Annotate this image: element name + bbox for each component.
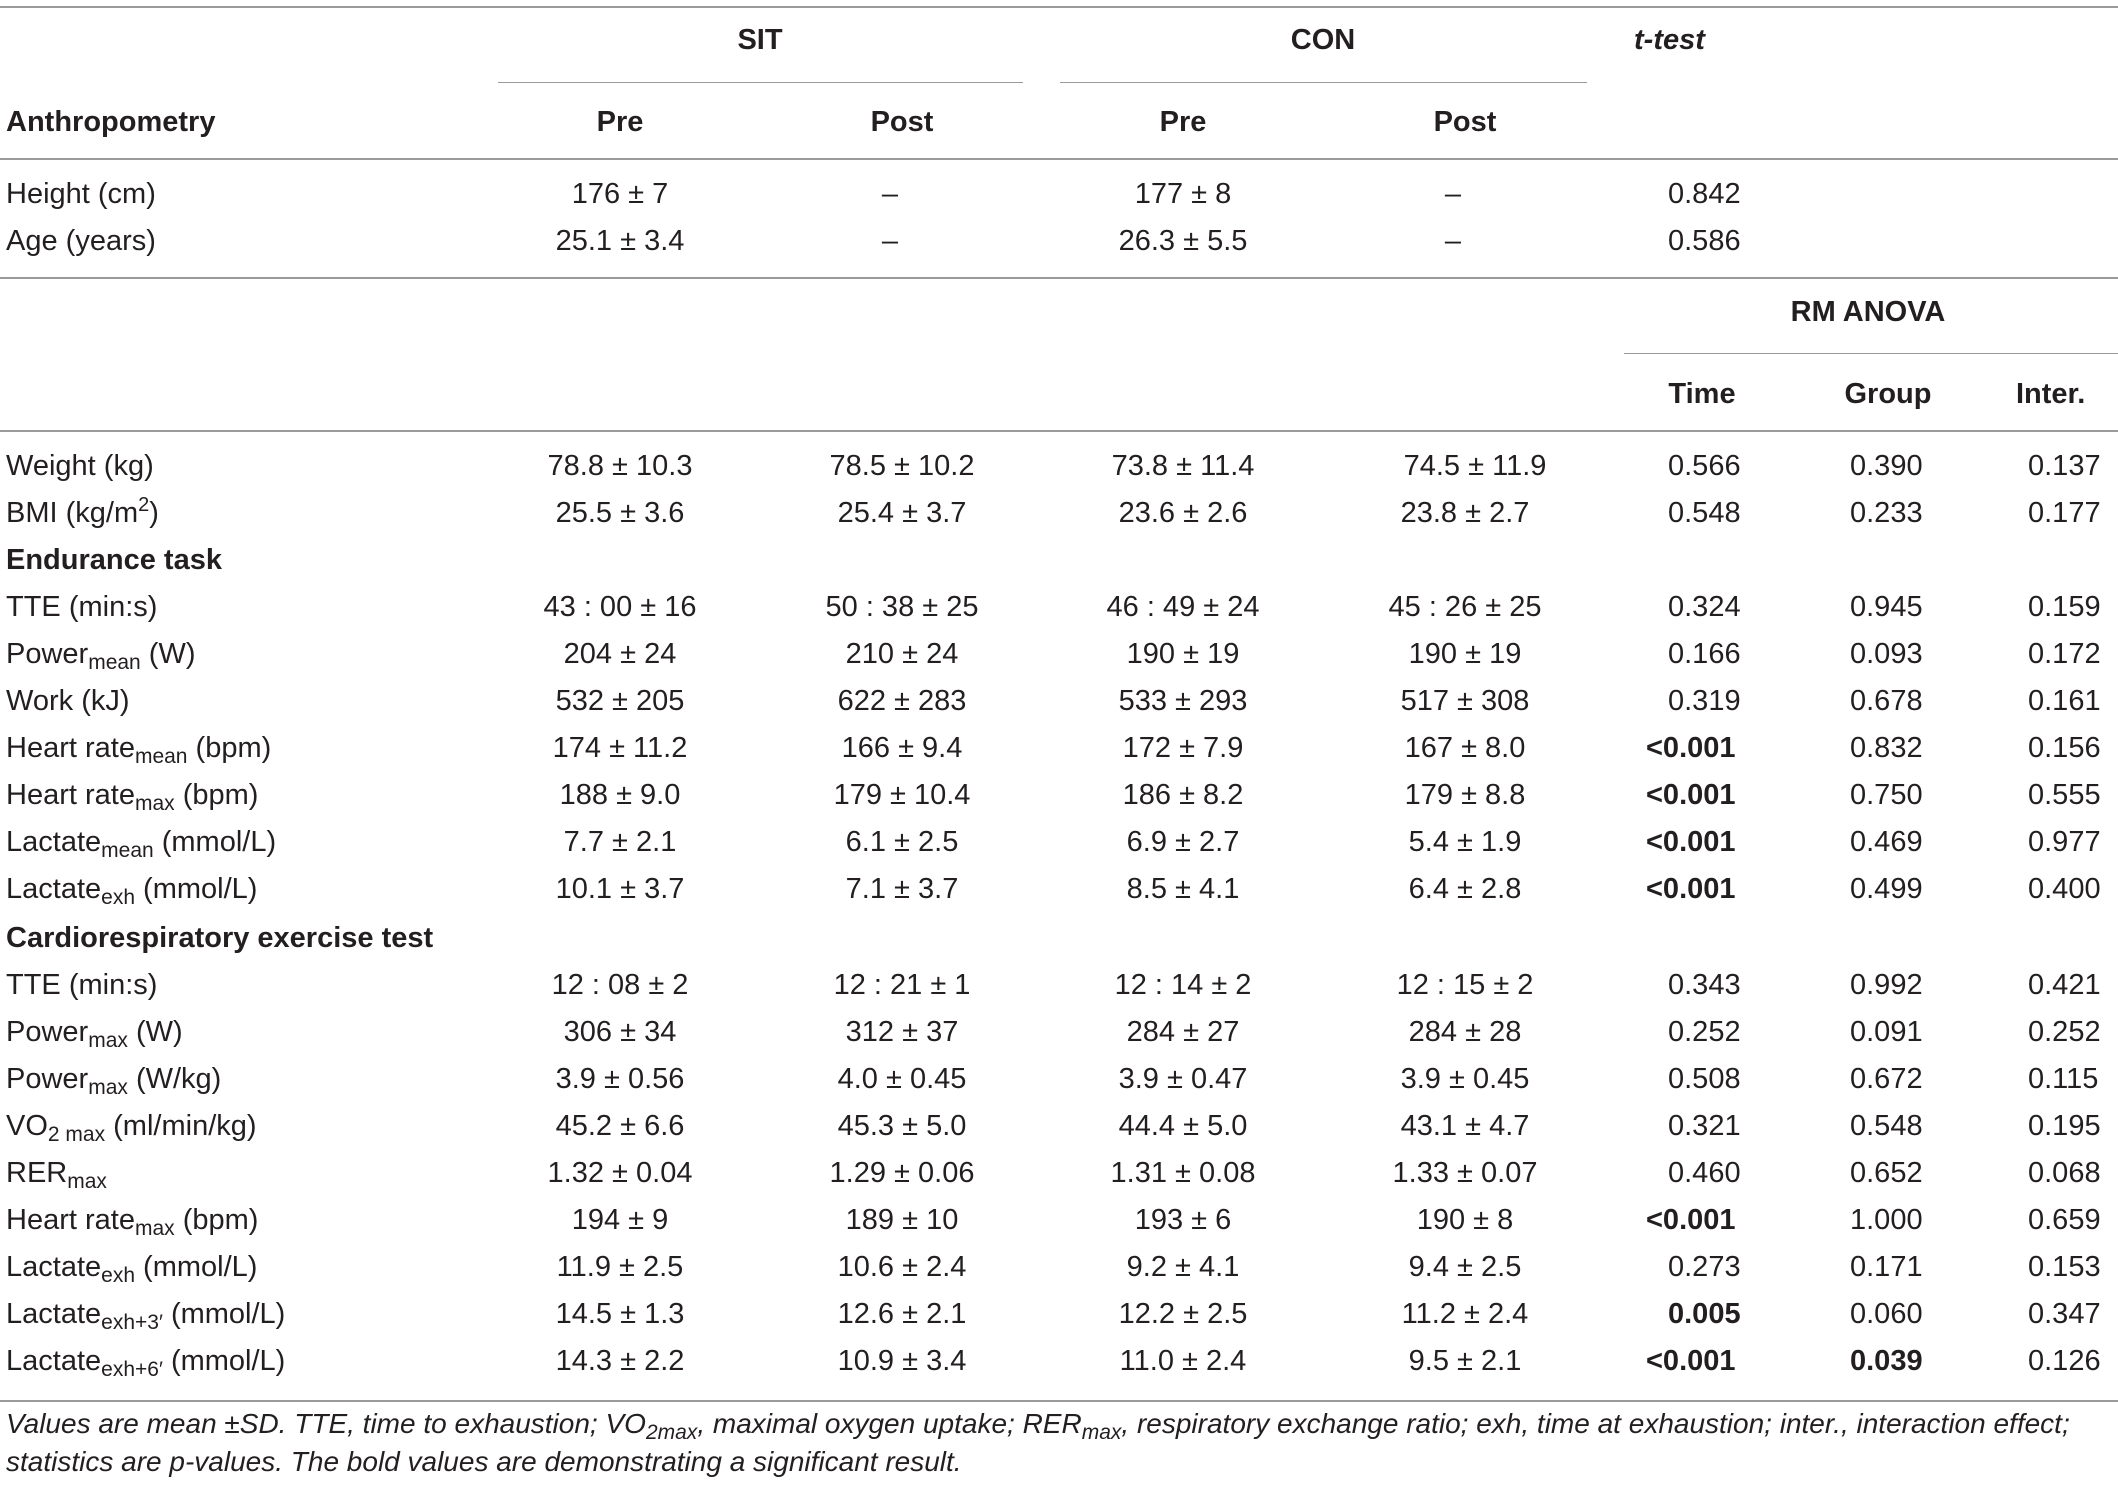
row-label-unit: (mmol/L) xyxy=(135,873,258,905)
cell-time: 0.566 xyxy=(1668,450,1741,482)
cell-sit-post: 12 : 21 ± 1 xyxy=(833,969,971,1001)
row-label xyxy=(6,1343,285,1379)
row-label xyxy=(6,1014,183,1050)
inter-header: Inter. xyxy=(2016,378,2086,410)
cell-sit-pre: 194 ± 9 xyxy=(571,1204,669,1236)
row-label-sub: max xyxy=(88,1076,128,1099)
cell-inter: 0.159 xyxy=(2028,591,2101,623)
con-group-rule xyxy=(1060,82,1587,83)
footnote-sub: 2max xyxy=(645,1421,698,1444)
row-label-sub: exh+3′ xyxy=(101,1311,163,1334)
cell-inter: 0.115 xyxy=(2028,1063,2099,1095)
cell-sit-pre: 204 ± 24 xyxy=(563,638,677,670)
row-label-sub: mean xyxy=(134,745,188,768)
row-label-sub: max xyxy=(88,1029,128,1052)
cell-inter: 0.252 xyxy=(2028,1016,2101,1048)
cell-time: 0.166 xyxy=(1668,638,1741,670)
cell-group: 0.091 xyxy=(1850,1016,1923,1048)
cell-con-post: 74.5 ± 11.9 xyxy=(1403,450,1547,482)
cell-ttest: 0.586 xyxy=(1668,225,1741,257)
cell-sit-pre: 188 ± 9.0 xyxy=(559,779,681,811)
row-label-unit: (W/kg) xyxy=(127,1063,222,1095)
row-label-sub: mean xyxy=(88,651,141,674)
cell-sit-pre: 43 : 00 ± 16 xyxy=(543,591,697,623)
cell-sit-pre: 1.32 ± 0.04 xyxy=(547,1157,693,1189)
section-cardio: Cardiorespiratory exercise test xyxy=(6,922,434,954)
row-label-unit: (bpm) xyxy=(174,779,259,811)
cell-time: <0.001 xyxy=(1646,1204,1736,1236)
cell-time: <0.001 xyxy=(1646,1345,1736,1377)
row-label-sub: exh xyxy=(101,886,135,909)
cell-sit-post: 166 ± 9.4 xyxy=(841,732,963,764)
cell-con-post: 23.8 ± 2.7 xyxy=(1400,497,1530,529)
cell-group: 0.060 xyxy=(1850,1298,1923,1330)
cell-sit-pre: 14.3 ± 2.2 xyxy=(555,1345,685,1377)
row-label-sub: max xyxy=(134,1217,175,1240)
cell-inter: 0.068 xyxy=(2028,1157,2101,1189)
cell-time: 0.321 xyxy=(1668,1110,1741,1142)
cell-ttest: 0.842 xyxy=(1668,178,1741,210)
cell-sit-pre: 7.7 ± 2.1 xyxy=(563,826,677,858)
row-label-unit: (W) xyxy=(140,638,196,670)
cell-con-pre: 3.9 ± 0.47 xyxy=(1118,1063,1248,1095)
cell-sit-post: 6.1 ± 2.5 xyxy=(845,826,959,858)
cell-sit-post: 25.4 ± 3.7 xyxy=(837,497,967,529)
table-footnote xyxy=(6,1405,2106,1481)
row-label-base: Heart rate xyxy=(6,732,135,764)
row-label xyxy=(6,1155,107,1191)
cell-con-pre: 172 ± 7.9 xyxy=(1122,732,1244,764)
row-label-sub: exh xyxy=(101,1264,135,1287)
sit-header: SIT xyxy=(737,24,783,56)
cell-sit-post: – xyxy=(881,225,899,257)
sit-post-header: Post xyxy=(870,106,934,138)
cell-con-pre: 12 : 14 ± 2 xyxy=(1114,969,1252,1001)
row-label xyxy=(6,871,257,907)
header-rule xyxy=(0,158,2118,160)
row-label-unit: (W) xyxy=(127,1016,183,1048)
cell-con-pre: 46 : 49 ± 24 xyxy=(1106,591,1260,623)
cell-con-post: 9.4 ± 2.5 xyxy=(1408,1251,1522,1283)
cell-inter: 0.195 xyxy=(2028,1110,2101,1142)
cell-con-post: 190 ± 19 xyxy=(1408,638,1522,670)
row-label-base: Power xyxy=(6,638,89,670)
cell-group: 0.672 xyxy=(1850,1063,1923,1095)
cell-sit-post: – xyxy=(881,178,899,210)
row-label-base: Work (kJ) xyxy=(6,685,130,717)
row-label xyxy=(6,824,276,860)
cell-time: <0.001 xyxy=(1646,779,1736,811)
row-label-base: Lactate xyxy=(6,1345,102,1377)
cell-con-post: 45 : 26 ± 25 xyxy=(1388,591,1542,623)
cell-con-pre: 284 ± 27 xyxy=(1126,1016,1240,1048)
cell-time: 0.548 xyxy=(1668,497,1741,529)
cell-con-post: 1.33 ± 0.07 xyxy=(1392,1157,1538,1189)
rm-anova-rule xyxy=(1624,353,2118,354)
cell-con-post: – xyxy=(1444,178,1462,210)
cell-time: 0.508 xyxy=(1668,1063,1741,1095)
cell-group: 0.945 xyxy=(1850,591,1923,623)
cell-sit-pre: 45.2 ± 6.6 xyxy=(555,1110,685,1142)
cell-con-post: – xyxy=(1444,225,1462,257)
row-label-unit: (mmol/L) xyxy=(135,1251,258,1283)
cell-con-pre: 44.4 ± 5.0 xyxy=(1118,1110,1248,1142)
cell-inter: 0.156 xyxy=(2028,732,2101,764)
ttest-header xyxy=(1634,22,1705,58)
cell-group: 0.678 xyxy=(1850,685,1923,717)
cell-group: 0.750 xyxy=(1850,779,1923,811)
row-label xyxy=(6,1296,285,1332)
cell-time: <0.001 xyxy=(1646,873,1736,905)
cell-con-post: 6.4 ± 2.8 xyxy=(1408,873,1522,905)
row-label-unit: (mmol/L) xyxy=(162,1345,286,1377)
row-label-base: TTE (min:s) xyxy=(6,969,158,1001)
cell-sit-pre: 25.1 ± 3.4 xyxy=(555,225,685,257)
cell-con-post: 179 ± 8.8 xyxy=(1404,779,1526,811)
row-label-unit: (mmol/L) xyxy=(162,1298,286,1330)
cell-sit-pre: 3.9 ± 0.56 xyxy=(555,1063,685,1095)
row-label-base: VO xyxy=(6,1110,48,1142)
cell-sit-pre: 25.5 ± 3.6 xyxy=(555,497,685,529)
table-bottom-rule xyxy=(0,1400,2118,1402)
row-label-base: TTE (min:s) xyxy=(6,591,158,623)
row-label-sub: max xyxy=(134,792,175,815)
cell-time: 0.273 xyxy=(1668,1251,1741,1283)
cell-inter: 0.153 xyxy=(2028,1251,2101,1283)
cell-sit-post: 210 ± 24 xyxy=(845,638,959,670)
sit-pre-header: Pre xyxy=(596,106,644,138)
cell-con-pre: 23.6 ± 2.6 xyxy=(1118,497,1248,529)
footnote-part: , respiratory exchange ratio; exh, time at exhaustion; inter., interaction effect; statistics are p-values. The bold values are demonstrating a significant result. xyxy=(6,1408,2070,1477)
row-label-sub: mean xyxy=(101,839,154,862)
row-label xyxy=(6,636,195,672)
cell-con-post: 284 ± 28 xyxy=(1408,1016,1522,1048)
row-label-text: BMI (kg/m xyxy=(6,497,139,529)
cell-time: 0.319 xyxy=(1668,685,1741,717)
cell-sit-pre: 176 ± 7 xyxy=(571,178,669,210)
cell-inter: 0.347 xyxy=(2028,1298,2101,1330)
cell-group: 0.171 xyxy=(1850,1251,1923,1283)
cell-sit-post: 312 ± 37 xyxy=(845,1016,959,1048)
cell-con-post: 43.1 ± 4.7 xyxy=(1400,1110,1530,1142)
row-label xyxy=(6,683,130,719)
cell-time: 0.324 xyxy=(1668,591,1741,623)
cell-con-pre: 6.9 ± 2.7 xyxy=(1126,826,1240,858)
row-label-sup: 2 xyxy=(138,494,150,516)
cell-inter: 0.977 xyxy=(2028,826,2101,858)
group-header: Group xyxy=(1844,378,1932,410)
row-label-base: Lactate xyxy=(6,826,102,858)
cell-inter: 0.659 xyxy=(2028,1204,2101,1236)
cell-inter: 0.161 xyxy=(2028,685,2101,717)
row-label-unit: (ml/min/kg) xyxy=(105,1110,257,1142)
con-post-header: Post xyxy=(1433,106,1497,138)
cell-time: <0.001 xyxy=(1646,732,1736,764)
cell-con-post: 167 ± 8.0 xyxy=(1404,732,1526,764)
cell-con-pre: 9.2 ± 4.1 xyxy=(1126,1251,1240,1283)
cell-sit-post: 45.3 ± 5.0 xyxy=(837,1110,967,1142)
cell-sit-pre: 11.9 ± 2.5 xyxy=(556,1251,684,1283)
row-label-unit: (bpm) xyxy=(187,732,272,764)
cell-con-pre: 8.5 ± 4.1 xyxy=(1126,873,1240,905)
cell-con-pre: 186 ± 8.2 xyxy=(1122,779,1244,811)
cell-inter: 0.421 xyxy=(2028,969,2101,1001)
cell-time: <0.001 xyxy=(1646,826,1736,858)
row-label: Age (years) xyxy=(6,225,156,257)
cell-time: 0.343 xyxy=(1668,969,1741,1001)
row-label-sub: 2 max xyxy=(47,1123,106,1146)
cell-sit-pre: 14.5 ± 1.3 xyxy=(555,1298,685,1330)
cell-con-post: 9.5 ± 2.1 xyxy=(1408,1345,1522,1377)
cell-sit-post: 10.6 ± 2.4 xyxy=(837,1251,967,1283)
cell-group: 0.093 xyxy=(1850,638,1923,670)
cell-con-pre: 26.3 ± 5.5 xyxy=(1118,225,1248,257)
cell-con-post: 5.4 ± 1.9 xyxy=(1408,826,1522,858)
anthropometry-header: Anthropometry xyxy=(6,106,216,138)
row-label: Weight (kg) xyxy=(6,450,154,482)
cell-inter: 0.555 xyxy=(2028,779,2101,811)
cell-group: 0.832 xyxy=(1850,732,1923,764)
row-label-base: Power xyxy=(6,1063,89,1095)
cell-time: 0.252 xyxy=(1668,1016,1741,1048)
row-label xyxy=(6,730,271,766)
row-label-unit: (mmol/L) xyxy=(153,826,277,858)
cell-sit-pre: 10.1 ± 3.7 xyxy=(555,873,685,905)
row-label xyxy=(6,495,159,531)
row-label-base: Lactate xyxy=(6,1298,102,1330)
cell-group: 1.000 xyxy=(1850,1204,1923,1236)
ttest-header-text: t-test xyxy=(1634,24,1705,56)
row-label-base: Heart rate xyxy=(6,1204,135,1236)
row-label: Height (cm) xyxy=(6,178,156,210)
row-label xyxy=(6,1202,258,1238)
cell-inter: 0.172 xyxy=(2028,638,2101,670)
cell-sit-post: 50 : 38 ± 25 xyxy=(825,591,979,623)
cell-con-pre: 177 ± 8 xyxy=(1134,178,1232,210)
cell-time: 0.005 xyxy=(1668,1298,1741,1330)
cell-group: 0.992 xyxy=(1850,969,1923,1001)
cell-sit-post: 4.0 ± 0.45 xyxy=(837,1063,967,1095)
con-header: CON xyxy=(1290,24,1356,56)
cell-inter: 0.400 xyxy=(2028,873,2101,905)
row-label xyxy=(6,1108,257,1144)
cell-sit-post: 189 ± 10 xyxy=(845,1204,959,1236)
row-label-base: Lactate xyxy=(6,1251,102,1283)
row-label xyxy=(6,1249,257,1285)
cell-con-pre: 190 ± 19 xyxy=(1126,638,1240,670)
cell-group: 0.652 xyxy=(1850,1157,1923,1189)
cell-sit-pre: 532 ± 205 xyxy=(555,685,685,717)
cell-group: 0.233 xyxy=(1850,497,1923,529)
footnote-part: Values are mean ±SD. TTE, time to exhaustion; VO xyxy=(6,1408,646,1439)
cell-con-post: 12 : 15 ± 2 xyxy=(1396,969,1534,1001)
cell-sit-post: 7.1 ± 3.7 xyxy=(845,873,959,905)
row-label-base: Heart rate xyxy=(6,779,135,811)
top-rule xyxy=(0,6,2118,8)
cell-group: 0.548 xyxy=(1850,1110,1923,1142)
cell-con-post: 3.9 ± 0.45 xyxy=(1400,1063,1530,1095)
cell-con-post: 11.2 ± 2.4 xyxy=(1401,1298,1529,1330)
cell-inter: 0.126 xyxy=(2028,1345,2101,1377)
cell-con-post: 190 ± 8 xyxy=(1416,1204,1514,1236)
cell-con-pre: 12.2 ± 2.5 xyxy=(1118,1298,1248,1330)
cell-sit-pre: 306 ± 34 xyxy=(563,1016,677,1048)
row-label-base: Lactate xyxy=(6,873,102,905)
row-label-base: Power xyxy=(6,1016,89,1048)
anova-header-rule xyxy=(0,430,2118,432)
cell-inter: 0.137 xyxy=(2028,450,2101,482)
row-label xyxy=(6,589,157,625)
row-label-close: ) xyxy=(149,497,159,529)
anthro-end-rule xyxy=(0,277,2118,279)
cell-group: 0.390 xyxy=(1850,450,1923,482)
cell-con-pre: 1.31 ± 0.08 xyxy=(1110,1157,1256,1189)
footnote-sub: max xyxy=(1081,1421,1122,1444)
cell-sit-pre: 78.8 ± 10.3 xyxy=(547,450,693,482)
row-label-unit: (bpm) xyxy=(174,1204,259,1236)
cell-con-pre: 11.0 ± 2.4 xyxy=(1119,1345,1247,1377)
cell-con-pre: 193 ± 6 xyxy=(1134,1204,1232,1236)
cell-sit-post: 10.9 ± 3.4 xyxy=(837,1345,967,1377)
cell-group: 0.499 xyxy=(1850,873,1923,905)
cell-sit-post: 1.29 ± 0.06 xyxy=(829,1157,975,1189)
cell-con-pre: 73.8 ± 11.4 xyxy=(1111,450,1255,482)
cell-inter: 0.177 xyxy=(2028,497,2101,529)
cell-sit-post: 179 ± 10.4 xyxy=(833,779,971,811)
rm-anova-header: RM ANOVA xyxy=(1790,296,1946,328)
cell-sit-pre: 12 : 08 ± 2 xyxy=(551,969,689,1001)
cell-time: 0.460 xyxy=(1668,1157,1741,1189)
footnote-part: , maximal oxygen uptake; RER xyxy=(697,1408,1082,1439)
row-label-sub: exh+6′ xyxy=(101,1358,163,1381)
time-header: Time xyxy=(1668,378,1736,410)
cell-con-pre: 533 ± 293 xyxy=(1118,685,1248,717)
cell-con-post: 517 ± 308 xyxy=(1400,685,1530,717)
row-label xyxy=(6,1061,221,1097)
row-label-base: RER xyxy=(6,1157,68,1189)
row-label xyxy=(6,967,157,1003)
row-label-sub: max xyxy=(67,1170,107,1193)
cell-sit-pre: 174 ± 11.2 xyxy=(552,732,688,764)
cell-group: 0.039 xyxy=(1850,1345,1923,1377)
cell-sit-post: 12.6 ± 2.1 xyxy=(837,1298,967,1330)
sit-group-rule xyxy=(498,82,1023,83)
cell-sit-post: 622 ± 283 xyxy=(837,685,967,717)
section-endurance: Endurance task xyxy=(6,544,222,576)
row-label xyxy=(6,777,258,813)
cell-group: 0.469 xyxy=(1850,826,1923,858)
con-pre-header: Pre xyxy=(1159,106,1207,138)
cell-sit-post: 78.5 ± 10.2 xyxy=(829,450,975,482)
